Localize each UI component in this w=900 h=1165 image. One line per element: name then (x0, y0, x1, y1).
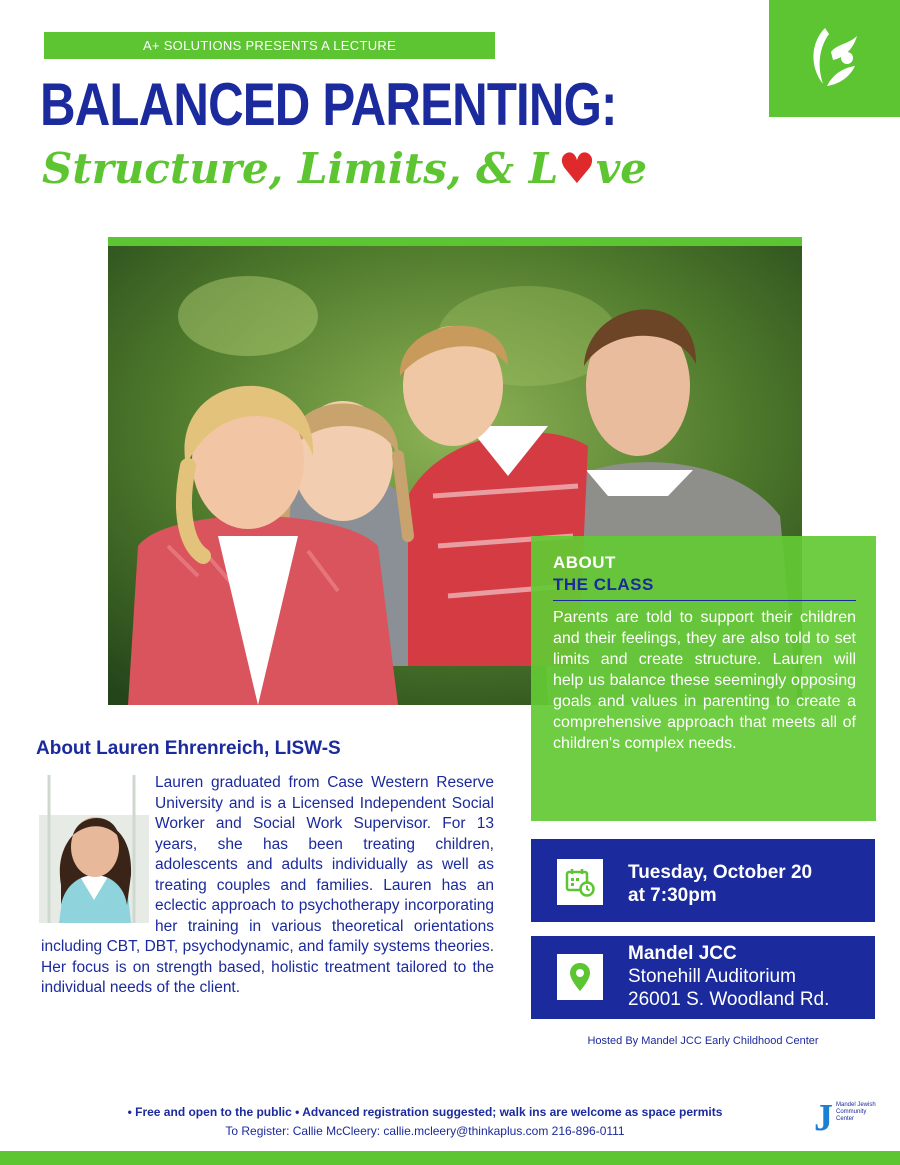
speaker-bio-body (41, 773, 494, 999)
about-class-description: Parents are told to support their children and their feelings, they are also told to set limits and create structure. Lauren will help us balance these seemingly opposing goals and values in parenting to create a comprehensive approach that meets all of children's complex needs. (553, 609, 856, 752)
photo-accent-bar (108, 237, 802, 246)
photo-spacer (41, 773, 155, 919)
subtitle-text: Structure, Limits, & L (42, 144, 559, 193)
event-location-box (531, 936, 875, 1019)
location-icon-tile (557, 954, 603, 1000)
jcc-logo-name: Mandel Jewish Community Center (836, 1102, 876, 1122)
admission-note: • Free and open to the public • Advanced registration suggested; walk ins are welcome as space permits (127, 1105, 723, 1119)
map-pin-icon (569, 962, 591, 992)
heart-icon: ♥ (558, 144, 596, 193)
organization-logo (769, 0, 900, 117)
venue-address: 26001 S. Woodland Rd. (628, 989, 830, 1010)
page-title: BALANCED PARENTING: (40, 71, 617, 138)
about-class-panel (531, 536, 876, 821)
registration-contact: To Register: Callie McCleery: callie.mcleery@thinkaplus.com 216-896-0111 (225, 1124, 625, 1138)
about-class-heading: ABOUT (553, 553, 616, 572)
speaker-bio-text: Lauren graduated from Case Western Reserve University and is a Licensed Independent Social Worker and Social Work Supervisor. For 13 years, she has been treating children, adolescents and adults individually as well as treating couples and families. Lauren has an eclectic approach to psychotherapy incorporating her training in various theoretical orientations including CBT, DBT, psychodynamic, and family systems theories. Her focus is on strength based, holistic treatment tailored to the individual needs of the client. (41, 774, 494, 996)
calendar-clock-icon (565, 867, 595, 897)
event-time: at 7:30pm (628, 885, 717, 906)
event-date: Tuesday, October 20 (628, 862, 813, 883)
about-class-subheading: THE CLASS (553, 574, 856, 601)
figure-leaf-icon (807, 22, 863, 92)
venue-name: Mandel JCC (628, 943, 737, 964)
page-subtitle (42, 142, 647, 196)
speaker-bio-title: About Lauren Ehrenreich, LISW-S (36, 738, 341, 759)
subtitle-text-end: ve (595, 144, 648, 193)
jcc-logo-mark: J (814, 1097, 833, 1139)
event-date-box (531, 839, 875, 922)
jcc-logo (814, 1098, 874, 1138)
hosted-by-text: Hosted By Mandel JCC Early Childhood Center (587, 1035, 819, 1047)
bottom-accent-bar (0, 1151, 900, 1165)
lecture-banner: A+ SOLUTIONS PRESENTS A LECTURE (44, 32, 495, 59)
venue-room: Stonehill Auditorium (628, 966, 796, 987)
date-icon-tile (557, 859, 603, 905)
